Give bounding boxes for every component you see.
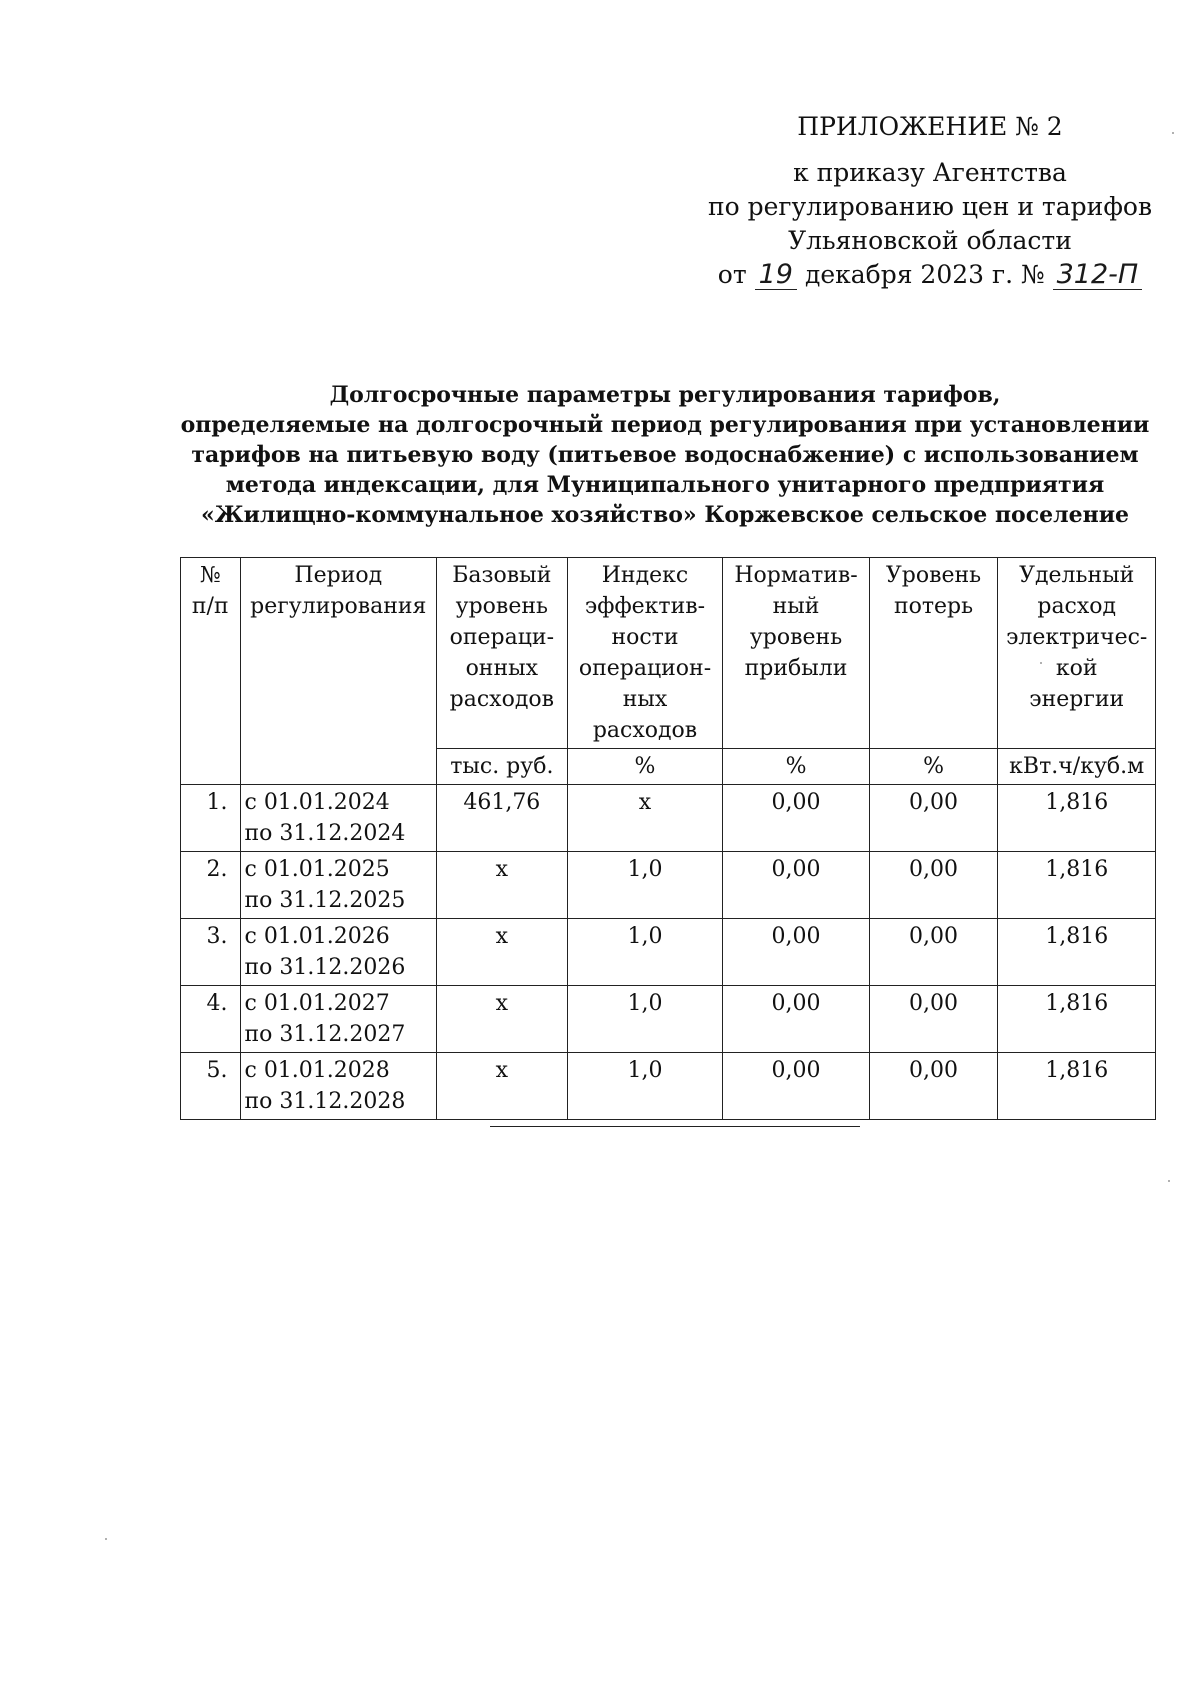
header-text: операцион-	[578, 656, 712, 681]
title-line-1: Долгосрочные параметры регулирования тарифов,	[329, 382, 1001, 408]
header-text: электричес-	[1006, 625, 1148, 650]
table-row	[181, 785, 1156, 852]
header-text: эффектив-	[584, 594, 706, 619]
header-electricity-consumption	[998, 558, 1156, 749]
row-profit: 0,00	[723, 785, 869, 852]
unit-electric: кВт.ч/куб.м	[998, 749, 1156, 785]
period-to: по 31.12.2026	[244, 955, 406, 980]
row-num: 2.	[181, 852, 241, 919]
period-from: с 01.01.2028	[244, 1058, 390, 1083]
row-base: х	[437, 852, 567, 919]
row-num: 5.	[181, 1053, 241, 1120]
unit-index: %	[567, 749, 723, 785]
table-row	[181, 852, 1156, 919]
row-period	[240, 919, 437, 986]
row-period	[240, 785, 437, 852]
header-period	[240, 558, 437, 785]
header-text: потерь	[893, 594, 974, 619]
row-base: х	[437, 986, 567, 1053]
scan-speck	[1168, 1180, 1170, 1182]
row-loss: 0,00	[869, 919, 998, 986]
header-text: энергии	[1029, 687, 1125, 712]
row-loss: 0,00	[869, 852, 998, 919]
header-profit-level	[723, 558, 869, 749]
row-electric: 1,816	[998, 785, 1156, 852]
period-to: по 31.12.2027	[244, 1022, 406, 1047]
row-profit: 0,00	[723, 1053, 869, 1120]
row-base: 461,76	[437, 785, 567, 852]
header-base-opex	[437, 558, 567, 749]
appendix-line-3: Ульяновской области	[788, 226, 1072, 255]
header-text: №	[199, 563, 221, 588]
table-header-row	[181, 558, 1156, 749]
header-text: ный	[772, 594, 820, 619]
header-text: расходов	[592, 718, 698, 743]
row-loss: 0,00	[869, 1053, 998, 1120]
header-text: онных	[465, 656, 539, 681]
title-line-4: метода индексации, для Муниципального унитарного предприятия	[225, 472, 1105, 498]
date-prefix: от	[717, 260, 747, 289]
header-text: Индекс	[601, 563, 689, 588]
appendix-header	[700, 110, 1160, 292]
header-text: Базовый	[452, 563, 552, 588]
header-text: уровень	[749, 625, 843, 650]
table-row	[181, 919, 1156, 986]
handwritten-order-number: 312-П	[1053, 261, 1143, 290]
title-line-3: тарифов на питьевую воду (питьевое водоснабжение) с использованием	[191, 442, 1139, 468]
row-index: 1,0	[567, 1053, 723, 1120]
row-profit: 0,00	[723, 919, 869, 986]
row-electric: 1,816	[998, 919, 1156, 986]
appendix-title: ПРИЛОЖЕНИЕ № 2	[797, 112, 1063, 141]
row-num: 4.	[181, 986, 241, 1053]
header-text: Удельный	[1019, 563, 1135, 588]
unit-base: тыс. руб.	[437, 749, 567, 785]
row-base: х	[437, 919, 567, 986]
row-profit: 0,00	[723, 852, 869, 919]
scan-speck	[1172, 132, 1174, 134]
row-num: 1.	[181, 785, 241, 852]
scan-speck	[105, 1538, 107, 1540]
header-text: уровень	[455, 594, 548, 619]
header-text: расход	[1037, 594, 1117, 619]
period-from: с 01.01.2025	[244, 857, 390, 882]
header-text: операци-	[449, 625, 554, 650]
table-row	[181, 1053, 1156, 1120]
header-text: ности	[611, 625, 679, 650]
row-index: 1,0	[567, 919, 723, 986]
closing-rule	[490, 1126, 860, 1127]
row-period	[240, 986, 437, 1053]
row-loss: 0,00	[869, 986, 998, 1053]
document-title	[175, 380, 1155, 530]
header-text: Норматив-	[734, 563, 858, 588]
header-text: регулирования	[250, 594, 427, 619]
header-text: Период	[294, 563, 383, 588]
header-text: прибыли	[744, 656, 848, 681]
period-to: по 31.12.2025	[244, 888, 406, 913]
table-row	[181, 986, 1156, 1053]
header-loss-level	[869, 558, 998, 749]
header-efficiency-index	[567, 558, 723, 749]
row-base: х	[437, 1053, 567, 1120]
title-line-5: «Жилищно-коммунальное хозяйство» Коржевское сельское поселение	[200, 502, 1130, 528]
period-from: с 01.01.2026	[244, 924, 390, 949]
row-period	[240, 852, 437, 919]
appendix-line-1: к приказу Агентства	[793, 158, 1067, 187]
header-text: расходов	[449, 687, 554, 712]
period-from: с 01.01.2027	[244, 991, 390, 1016]
scan-speck	[1040, 662, 1042, 664]
title-line-2: определяемые на долгосрочный период регулирования при установлении	[180, 412, 1150, 438]
header-text: ных	[622, 687, 668, 712]
row-loss: 0,00	[869, 785, 998, 852]
unit-profit: %	[723, 749, 869, 785]
row-index: 1,0	[567, 852, 723, 919]
appendix-date-line	[700, 258, 1160, 292]
header-text: п/п	[191, 594, 229, 619]
row-electric: 1,816	[998, 986, 1156, 1053]
period-to: по 31.12.2028	[244, 1089, 406, 1114]
row-electric: 1,816	[998, 1053, 1156, 1120]
period-to: по 31.12.2024	[244, 821, 406, 846]
handwritten-day: 19	[755, 261, 797, 290]
date-rest: декабря 2023 г. №	[804, 260, 1045, 289]
row-profit: 0,00	[723, 986, 869, 1053]
appendix-line-2: по регулированию цен и тарифов	[707, 192, 1153, 221]
row-period	[240, 1053, 437, 1120]
period-from: с 01.01.2024	[244, 790, 390, 815]
header-text: Уровень	[885, 563, 982, 588]
row-index: х	[567, 785, 723, 852]
row-electric: 1,816	[998, 852, 1156, 919]
parameters-table	[180, 557, 1156, 1120]
header-num	[181, 558, 241, 785]
header-text: кой	[1055, 656, 1098, 681]
row-num: 3.	[181, 919, 241, 986]
row-index: 1,0	[567, 986, 723, 1053]
unit-loss: %	[869, 749, 998, 785]
